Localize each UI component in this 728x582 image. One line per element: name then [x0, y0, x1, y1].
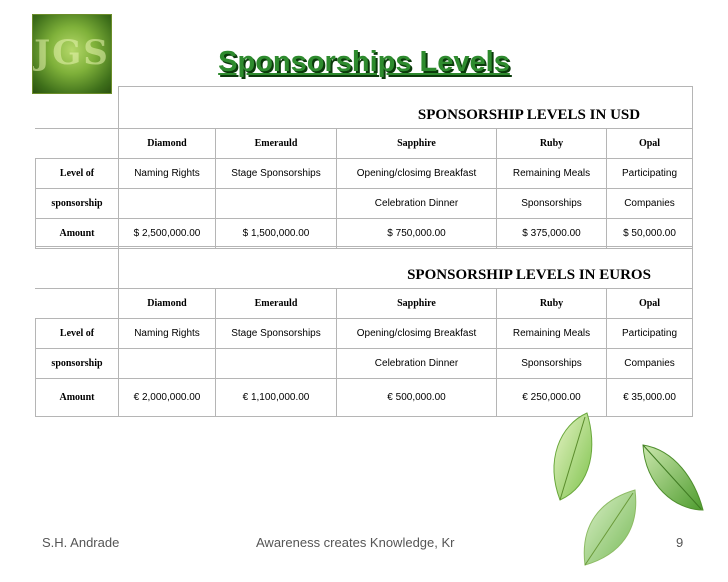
column-header-ruby: Ruby [497, 289, 607, 319]
level-cell: Naming Rights [119, 159, 216, 189]
level-cell: Participating [607, 319, 693, 349]
amount-cell: € 1,100,000.00 [216, 379, 337, 417]
table-heading: SPONSORSHIP LEVELS IN USD [417, 107, 641, 123]
amount-cell: $ 375,000.00 [497, 219, 607, 249]
row-label-amount: Amount [36, 379, 119, 417]
level-cell [119, 189, 216, 219]
level-cell [119, 349, 216, 379]
level-cell: Stage Sponsorships [216, 159, 337, 189]
column-header-opal: Opal [607, 289, 693, 319]
leaves-decoration [525, 405, 725, 570]
column-header-emerauld: Emerauld [216, 129, 337, 159]
table-heading: SPONSORSHIP LEVELS IN EUROS [407, 267, 651, 283]
row-label-level-of: Level of [36, 319, 119, 349]
level-cell: Remaining Meals [497, 319, 607, 349]
blank-corner [36, 247, 119, 289]
level-cell: Companies [607, 189, 693, 219]
column-header-emerauld: Emerauld [216, 289, 337, 319]
amount-cell: € 500,000.00 [337, 379, 497, 417]
level-cell: Participating [607, 159, 693, 189]
amount-cell: $ 50,000.00 [607, 219, 693, 249]
column-header-diamond: Diamond [119, 129, 216, 159]
column-header-opal: Opal [607, 129, 693, 159]
level-cell: Companies [607, 349, 693, 379]
footer-tagline: Awareness creates Knowledge, Kr [256, 535, 455, 550]
row-label-sponsorship: sponsorship [36, 189, 119, 219]
column-header-sapphire: Sapphire [337, 129, 497, 159]
level-cell: Celebration Dinner [337, 349, 497, 379]
column-header-ruby: Ruby [497, 129, 607, 159]
level-cell [216, 349, 337, 379]
amount-cell: € 35,000.00 [607, 379, 693, 417]
blank-cell [36, 289, 119, 319]
table-heading-cell [119, 87, 693, 129]
column-header-sapphire: Sapphire [337, 289, 497, 319]
level-cell: Stage Sponsorships [216, 319, 337, 349]
level-cell [216, 189, 337, 219]
level-cell: Opening/closimg Breakfast [337, 159, 497, 189]
blank-corner [36, 87, 119, 129]
column-header-diamond: Diamond [119, 289, 216, 319]
level-cell: Sponsorships [497, 349, 607, 379]
amount-cell: € 2,000,000.00 [119, 379, 216, 417]
euro-sponsorship-table [35, 246, 693, 417]
amount-cell: $ 2,500,000.00 [119, 219, 216, 249]
logo-text: JGS [34, 33, 110, 73]
row-label-sponsorship: sponsorship [36, 349, 119, 379]
row-label-amount: Amount [36, 219, 119, 249]
amount-cell: $ 750,000.00 [337, 219, 497, 249]
amount-cell: € 250,000.00 [497, 379, 607, 417]
page-title: Sponsorships Levels [218, 46, 510, 78]
level-cell: Naming Rights [119, 319, 216, 349]
usd-sponsorship-table [35, 86, 693, 249]
level-cell: Sponsorships [497, 189, 607, 219]
level-cell: Remaining Meals [497, 159, 607, 189]
page-number: 9 [676, 535, 684, 550]
blank-cell [36, 129, 119, 159]
footer-author: S.H. Andrade [42, 535, 120, 550]
table-heading-cell [119, 247, 693, 289]
amount-cell: $ 1,500,000.00 [216, 219, 337, 249]
row-label-level-of: Level of [36, 159, 119, 189]
level-cell: Celebration Dinner [337, 189, 497, 219]
level-cell: Opening/closimg Breakfast [337, 319, 497, 349]
